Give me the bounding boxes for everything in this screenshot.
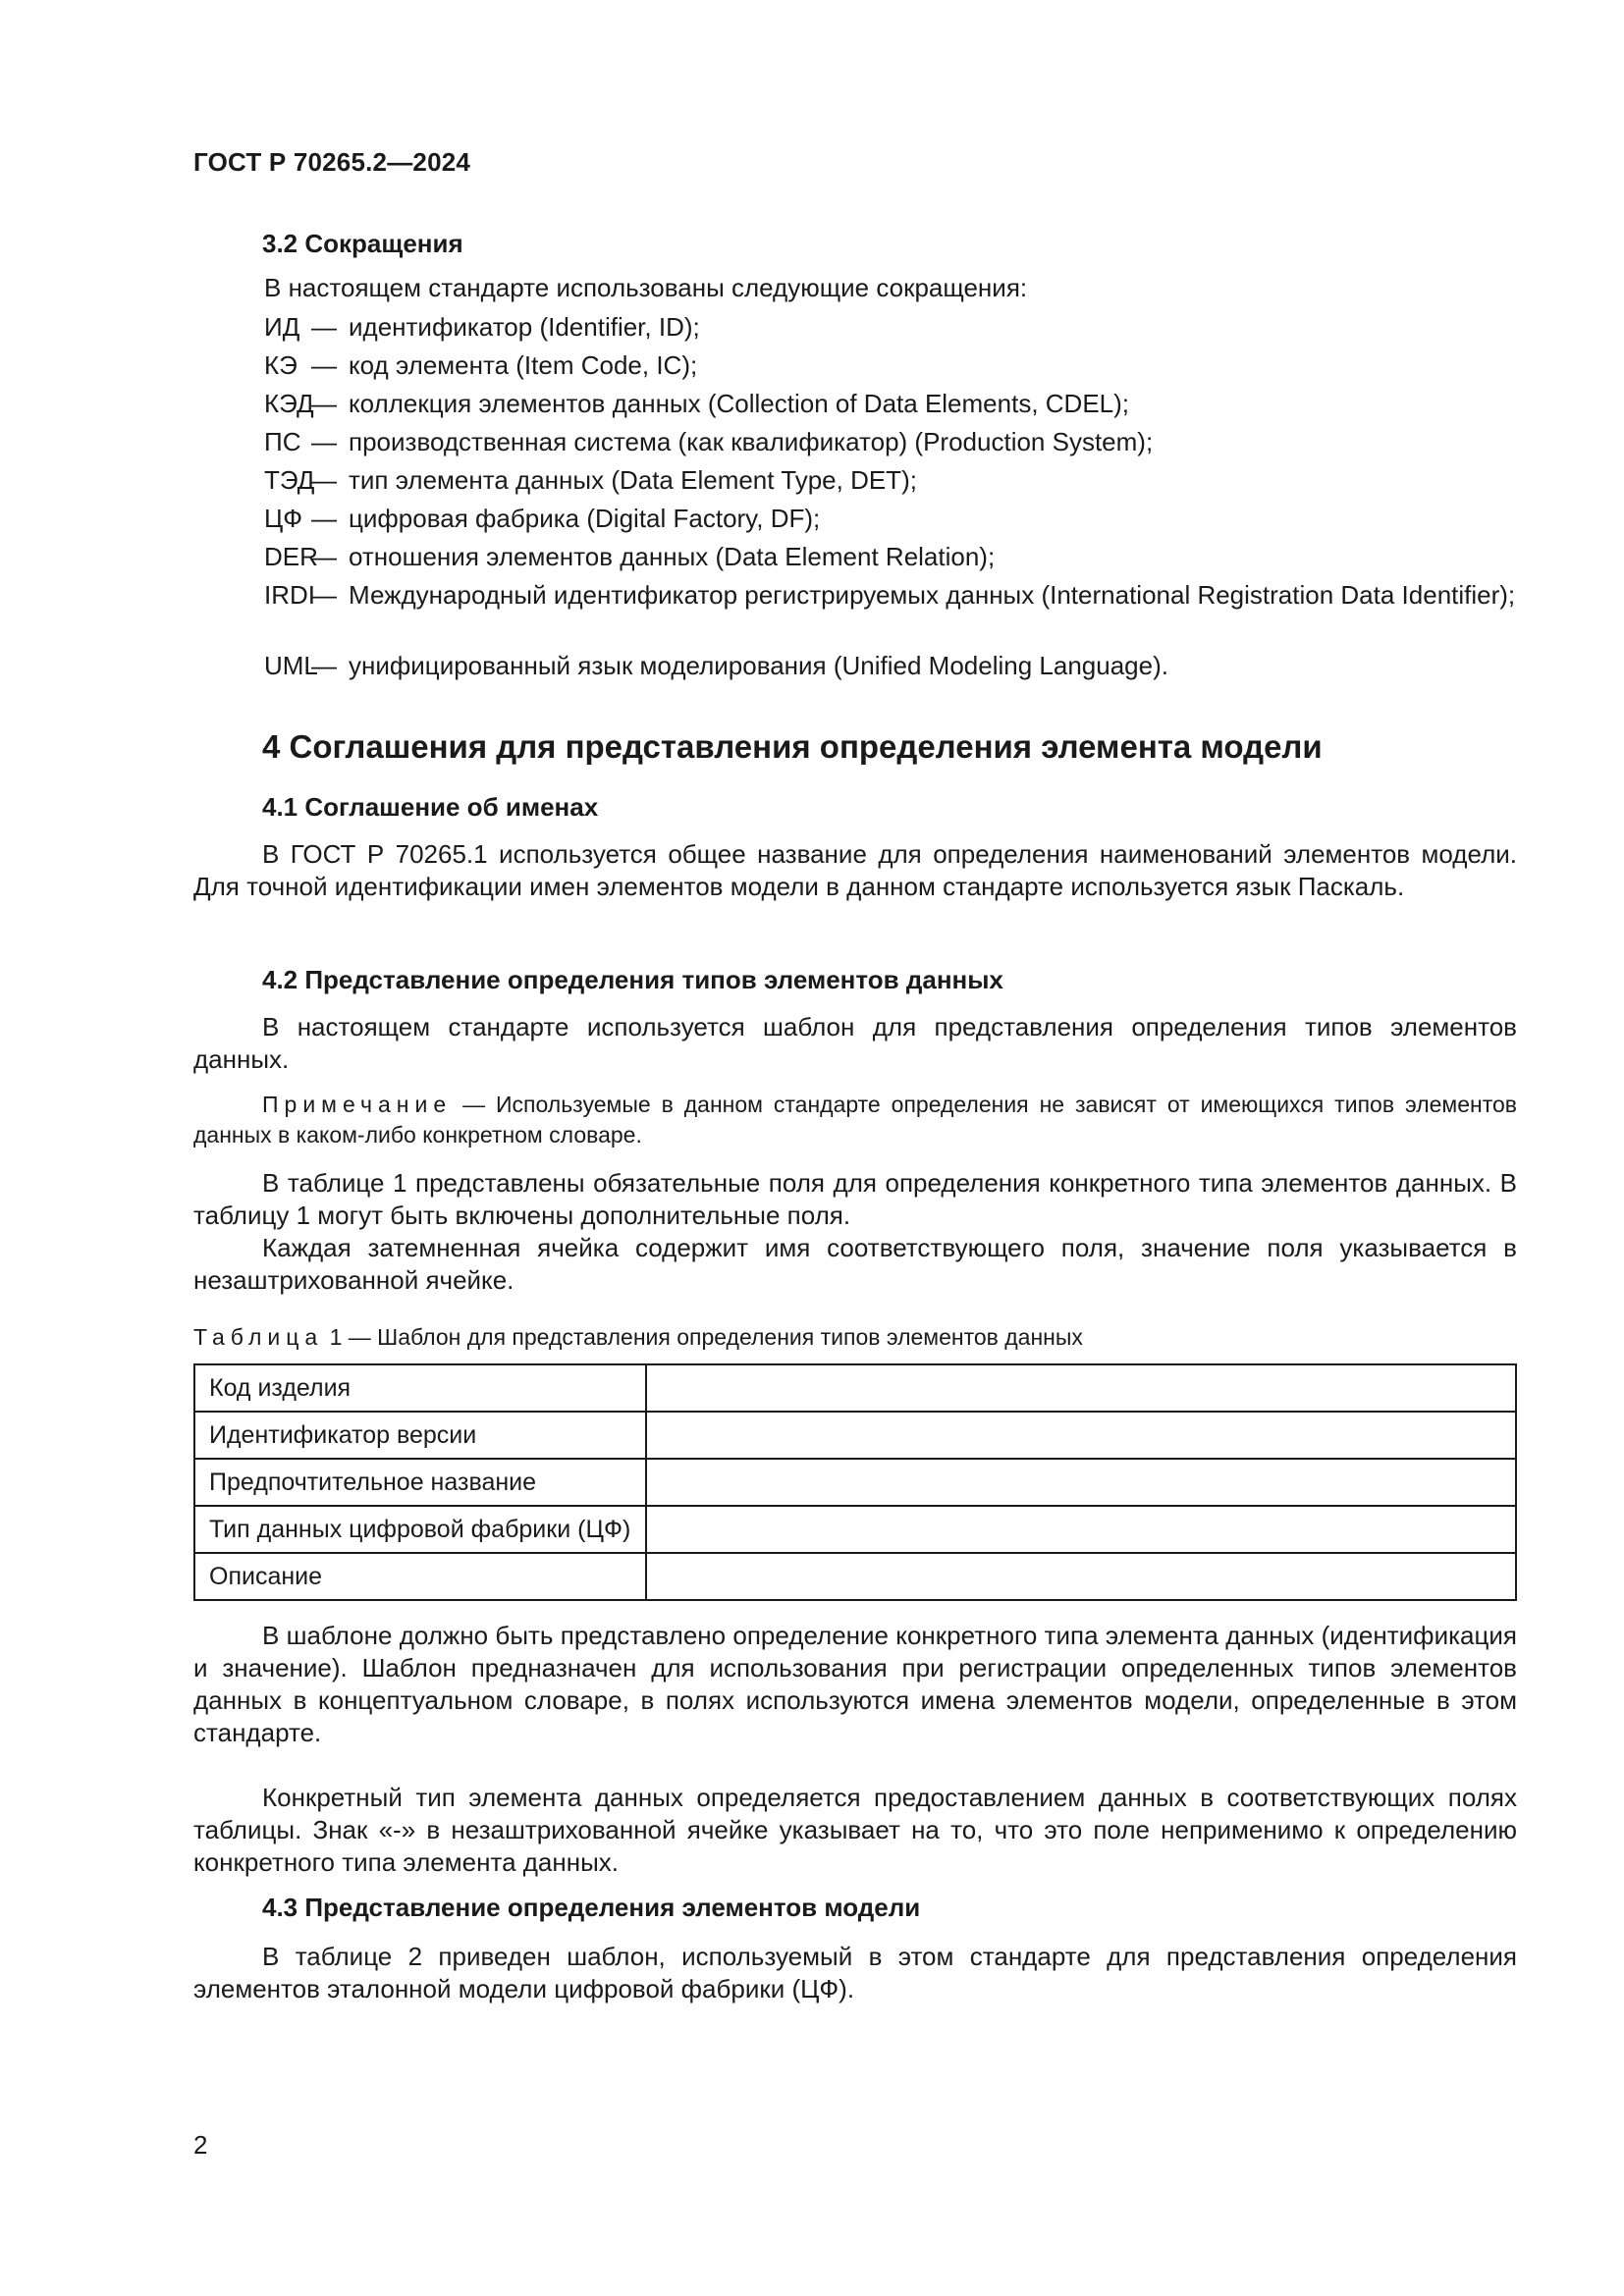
field-value-cell [646,1553,1516,1600]
abbr-definition: Международный идентификатор регистрируемых данных (International Registration Data Identifier); [349,580,1516,610]
abbr-term: КЭ [264,350,298,380]
field-name-cell: Описание [194,1553,646,1600]
note [193,1090,1517,1150]
field-name-cell: Предпочтительное название [194,1459,646,1506]
field-value-cell [646,1364,1516,1412]
section-4-3-title: 4.3 Представление определения элементов модели [262,1893,921,1922]
abbr-definition: тип элемента данных (Data Element Type, DET); [349,465,917,495]
section-4-2-paragraph-3: Каждая затемненная ячейка содержит имя соответствующего поля, значение поля указывается в незаштрихованной ячейке. [193,1233,1517,1295]
section-4-2-paragraph-2: В таблице 1 представлены обязательные поля для определения конкретного типа элементов данных. В таблицу 1 могут быть включены дополнительные поля. [193,1168,1517,1230]
abbr-dash: — [311,651,337,680]
abbr-dash: — [311,350,337,380]
section-4-2-paragraph-4: В шаблоне должно быть представлено определение конкретного типа элемента данных (идентификация и значение). Шаблон предназначен для использования при регистрации определенных типов элементов данных в концептуальном словаре, в полях используются имена элементов модели, определенные в этом стандарте. [193,1621,1517,1747]
page-number: 2 [193,2130,208,2160]
abbr-dash: — [311,389,337,418]
note-label: Примечание [262,1092,453,1117]
abbr-definition: производственная система (как квалификатор) (Production System); [349,427,1154,456]
abbr-term: DER [264,542,318,571]
abbr-term: ПС [264,427,301,456]
section-4-2-paragraph-5: Конкретный тип элемента данных определяется предоставлением данных в соответствующих полях таблицы. Знак «-» в незаштрихованной ячейке указывает на то, что это поле неприменимо к определению конкретного типа элемента данных. [193,1783,1517,1877]
field-name-cell: Код изделия [194,1364,646,1412]
field-value-cell [646,1412,1516,1459]
abbr-dash: — [311,580,337,610]
section-3-2-intro: В настоящем стандарте использованы следующие сокращения: [264,273,1028,302]
table-1-caption: Таблица 1 — Шаблон для представления определения типов элементов данных [193,1324,1083,1350]
abbr-dash: — [311,465,337,495]
abbr-definition: код элемента (Item Code, IC); [349,350,698,380]
abbr-dash: — [311,427,337,456]
section-4-2-title: 4.2 Представление определения типов элементов данных [262,965,1003,994]
abbr-dash: — [311,312,337,342]
section-4-1-title: 4.1 Соглашение об именах [262,792,599,822]
section-4-2-paragraph-1: В настоящем стандарте используется шаблон для представления определения типов элементов данных. [193,1012,1517,1074]
abbr-definition: унифицированный язык моделирования (Unified Modeling Language). [349,651,1168,680]
field-value-cell [646,1506,1516,1553]
table-row [194,1459,1516,1506]
table-row [194,1506,1516,1553]
abbr-dash: — [311,542,337,571]
section-4-1-text: В ГОСТ Р 70265.1 используется общее название для определения наименований элементов модели. Для точной идентификации имен элементов модели в данном стандарте используется язык Паскаль. [193,839,1517,901]
document-id: ГОСТ Р 70265.2—2024 [193,147,471,177]
abbr-term: ТЭД [264,465,315,495]
abbr-term: ИД [264,312,300,342]
field-name-cell: Идентификатор версии [194,1412,646,1459]
section-3-2-title: 3.2 Сокращения [262,229,463,258]
field-name-cell: Тип данных цифровой фабрики (ЦФ) [194,1506,646,1553]
abbr-term: IRDI [264,580,315,610]
field-value-cell [646,1459,1516,1506]
abbr-term: КЭД [264,389,314,418]
abbr-definition: идентификатор (Identifier, ID); [349,312,700,342]
table-row [194,1412,1516,1459]
table-row [194,1553,1516,1600]
note-text: — Используемые в данном стандарте определения не зависят от имеющихся типов элементов данных в каком-либо конкретном словаре. [193,1092,1517,1148]
abbr-definition: цифровая фабрика (Digital Factory, DF); [349,504,821,533]
section-4-3-text: В таблице 2 приведен шаблон, используемый в этом стандарте для представления определения элементов эталонной модели цифровой фабрики (ЦФ). [193,1942,1517,2003]
abbr-dash: — [311,504,337,533]
abbr-term: UML [264,651,318,680]
abbr-definition: отношения элементов данных (Data Element Relation); [349,542,996,571]
template-table-1 [193,1363,1517,1601]
section-4-title: 4 Соглашения для представления определения элемента модели [262,728,1323,765]
abbr-term: ЦФ [264,504,302,533]
table-row [194,1364,1516,1412]
abbr-definition: коллекция элементов данных (Collection of Data Elements, CDEL); [349,389,1130,418]
